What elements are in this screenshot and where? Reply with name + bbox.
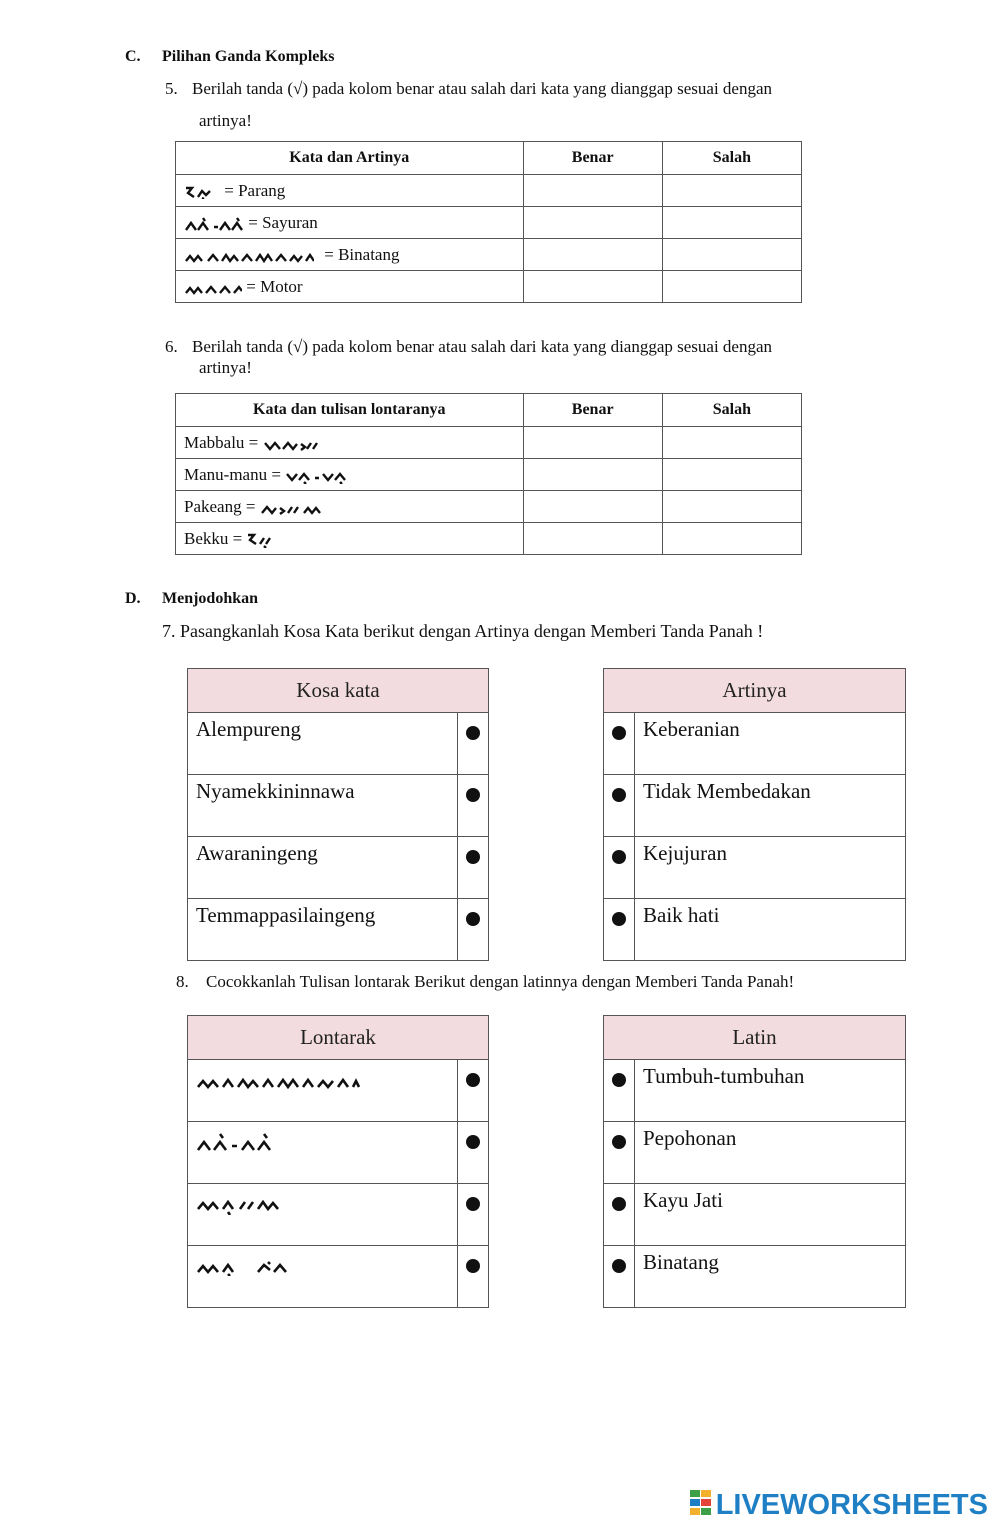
dot-icon[interactable]	[466, 850, 480, 864]
match-dot[interactable]	[604, 1246, 635, 1308]
q5-benar-cell[interactable]	[523, 271, 662, 303]
table-row	[188, 1246, 489, 1308]
q8-number: 8.	[176, 972, 189, 991]
q6-header-kata: Kata dan tulisan lontaranya	[176, 394, 524, 427]
dot-icon[interactable]	[466, 1259, 480, 1273]
q6-salah-cell[interactable]	[662, 427, 801, 459]
section-d-title: Menjodohkan	[162, 590, 259, 607]
section-c-letter: C.	[125, 48, 141, 65]
q7-right-item: Keberanian	[635, 713, 906, 775]
q5-header-benar: Benar	[523, 142, 662, 175]
dot-icon[interactable]	[612, 850, 626, 864]
q6-word-cell: Bekku =	[176, 523, 524, 555]
lontarak-script-icon	[184, 281, 242, 295]
match-dot[interactable]	[604, 1060, 635, 1122]
table-row	[188, 713, 489, 775]
lontarak-script-icon	[285, 468, 355, 484]
table-row	[176, 175, 802, 207]
dot-icon[interactable]	[612, 726, 626, 740]
q6-text: Berilah tanda (√) pada kolom benar atau salah dari kata yang dianggap sesuai dengan	[192, 337, 773, 356]
table-row	[176, 239, 802, 271]
lontarak-script-icon	[184, 185, 214, 199]
q6-header-salah: Salah	[662, 394, 801, 427]
q5-number: 5.	[165, 79, 178, 98]
lontarak-script-icon	[196, 1130, 276, 1152]
match-dot[interactable]	[458, 1184, 489, 1246]
q7-text: 7. Pasangkanlah Kosa Kata berikut dengan Artinya dengan Memberi Tanda Panah !	[162, 621, 764, 641]
q7-left-item: Nyamekkininnawa	[188, 775, 458, 837]
q6-salah-cell[interactable]	[662, 459, 801, 491]
q5-text-2: artinya!	[199, 111, 252, 130]
table-row	[604, 713, 906, 775]
q6-number: 6.	[165, 337, 178, 356]
logo-text: LIVEWORKSHEETS	[715, 1489, 988, 1521]
dot-icon[interactable]	[612, 912, 626, 926]
q8-right-item: Binatang	[635, 1246, 906, 1308]
q6-word-cell: Pakeang =	[176, 491, 524, 523]
q7-left-item: Temmappasilaingeng	[188, 899, 458, 961]
lontarak-script-icon	[184, 249, 314, 263]
dot-icon[interactable]	[612, 1259, 626, 1273]
match-dot[interactable]	[458, 775, 489, 837]
q8-right-item: Pepohonan	[635, 1122, 906, 1184]
q8-right-item: Tumbuh-tumbuhan	[635, 1060, 906, 1122]
match-dot[interactable]	[458, 1246, 489, 1308]
table-row	[604, 775, 906, 837]
q6-text-2: artinya!	[199, 358, 252, 377]
dot-icon[interactable]	[466, 912, 480, 926]
table-row	[188, 1060, 489, 1122]
table-row	[604, 1246, 906, 1308]
q5-table	[175, 141, 802, 303]
lontarak-script-icon	[246, 532, 274, 548]
liveworksheets-logo	[690, 1489, 988, 1522]
table-row	[176, 427, 802, 459]
q5-word-cell: = Parang	[176, 175, 524, 207]
table-row	[188, 899, 489, 961]
q5-benar-cell[interactable]	[523, 239, 662, 271]
table-row	[604, 1060, 906, 1122]
table-row	[604, 1184, 906, 1246]
q5-word-cell: = Binatang	[176, 239, 524, 271]
table-row	[604, 837, 906, 899]
table-row	[188, 837, 489, 899]
match-dot[interactable]	[458, 837, 489, 899]
q5-text: Berilah tanda (√) pada kolom benar atau salah dari kata yang dianggap sesuai dengan	[192, 79, 773, 98]
match-dot[interactable]	[458, 1122, 489, 1184]
dot-icon[interactable]	[466, 788, 480, 802]
q5-salah-cell[interactable]	[662, 207, 801, 239]
q8-right-header: Latin	[604, 1016, 906, 1060]
match-dot[interactable]	[458, 713, 489, 775]
q7-left-item: Alempureng	[188, 713, 458, 775]
lontarak-script-icon	[196, 1195, 286, 1215]
q5-salah-cell[interactable]	[662, 239, 801, 271]
logo-mark-icon	[690, 1490, 712, 1521]
q7-right-table	[603, 668, 906, 961]
q7-right-item: Kejujuran	[635, 837, 906, 899]
q7-left-header: Kosa kata	[188, 669, 489, 713]
q5-benar-cell[interactable]	[523, 207, 662, 239]
dot-icon[interactable]	[612, 1197, 626, 1211]
lontarak-script-icon	[260, 501, 322, 515]
lontarak-script-icon	[263, 437, 321, 451]
q8-left-item	[188, 1184, 458, 1246]
match-dot[interactable]	[604, 775, 635, 837]
q8-text: Cocokkanlah Tulisan lontarak Berikut dengan latinnya dengan Memberi Tanda Panah!	[206, 972, 795, 991]
table-row	[176, 207, 802, 239]
q6-word-cell: Mabbalu =	[176, 427, 524, 459]
table-row	[176, 271, 802, 303]
q6-table	[175, 393, 802, 555]
q8-left-table	[187, 1015, 489, 1308]
q7-left-item: Awaraningeng	[188, 837, 458, 899]
q7-right-item: Baik hati	[635, 899, 906, 961]
table-row	[188, 775, 489, 837]
lontarak-script-icon	[196, 1254, 296, 1276]
q5-word-cell: = Motor	[176, 271, 524, 303]
q6-word-cell: Manu-manu =	[176, 459, 524, 491]
q8-right-table	[603, 1015, 906, 1308]
table-row	[176, 491, 802, 523]
match-dot[interactable]	[604, 899, 635, 961]
q6-benar-cell[interactable]	[523, 491, 662, 523]
q7-left-table	[187, 668, 489, 961]
q8-right-item: Kayu Jati	[635, 1184, 906, 1246]
section-c-title: Pilihan Ganda Kompleks	[162, 48, 335, 65]
q5-salah-cell[interactable]	[662, 175, 801, 207]
q7-right-item: Tidak Membedakan	[635, 775, 906, 837]
match-dot[interactable]	[604, 837, 635, 899]
lontarak-script-icon	[196, 1073, 361, 1089]
q7-right-header: Artinya	[604, 669, 906, 713]
lontarak-script-icon	[184, 216, 244, 232]
dot-icon[interactable]	[612, 788, 626, 802]
dot-icon[interactable]	[466, 726, 480, 740]
match-dot[interactable]	[458, 899, 489, 961]
q5-header-kata: Kata dan Artinya	[176, 142, 524, 175]
q8-left-item	[188, 1246, 458, 1308]
q8-left-header: Lontarak	[188, 1016, 489, 1060]
q6-benar-cell[interactable]	[523, 427, 662, 459]
q6-header-benar: Benar	[523, 394, 662, 427]
dot-icon[interactable]	[466, 1135, 480, 1149]
q5-salah-cell[interactable]	[662, 271, 801, 303]
dot-icon[interactable]	[612, 1073, 626, 1087]
match-dot[interactable]	[604, 713, 635, 775]
q8-left-item	[188, 1060, 458, 1122]
table-row	[604, 1122, 906, 1184]
table-row	[176, 459, 802, 491]
q6-salah-cell[interactable]	[662, 491, 801, 523]
q6-salah-cell[interactable]	[662, 523, 801, 555]
q6-benar-cell[interactable]	[523, 459, 662, 491]
dot-icon[interactable]	[612, 1135, 626, 1149]
match-dot[interactable]	[604, 1122, 635, 1184]
match-dot[interactable]	[604, 1184, 635, 1246]
match-dot[interactable]	[458, 1060, 489, 1122]
q5-benar-cell[interactable]	[523, 175, 662, 207]
q6-benar-cell[interactable]	[523, 523, 662, 555]
q8-left-item	[188, 1122, 458, 1184]
q5-header-salah: Salah	[662, 142, 801, 175]
dot-icon[interactable]	[466, 1073, 480, 1087]
section-d-letter: D.	[125, 590, 141, 607]
q5-word-cell: = Sayuran	[176, 207, 524, 239]
table-row	[176, 523, 802, 555]
table-row	[604, 899, 906, 961]
table-row	[188, 1184, 489, 1246]
dot-icon[interactable]	[466, 1197, 480, 1211]
table-row	[188, 1122, 489, 1184]
